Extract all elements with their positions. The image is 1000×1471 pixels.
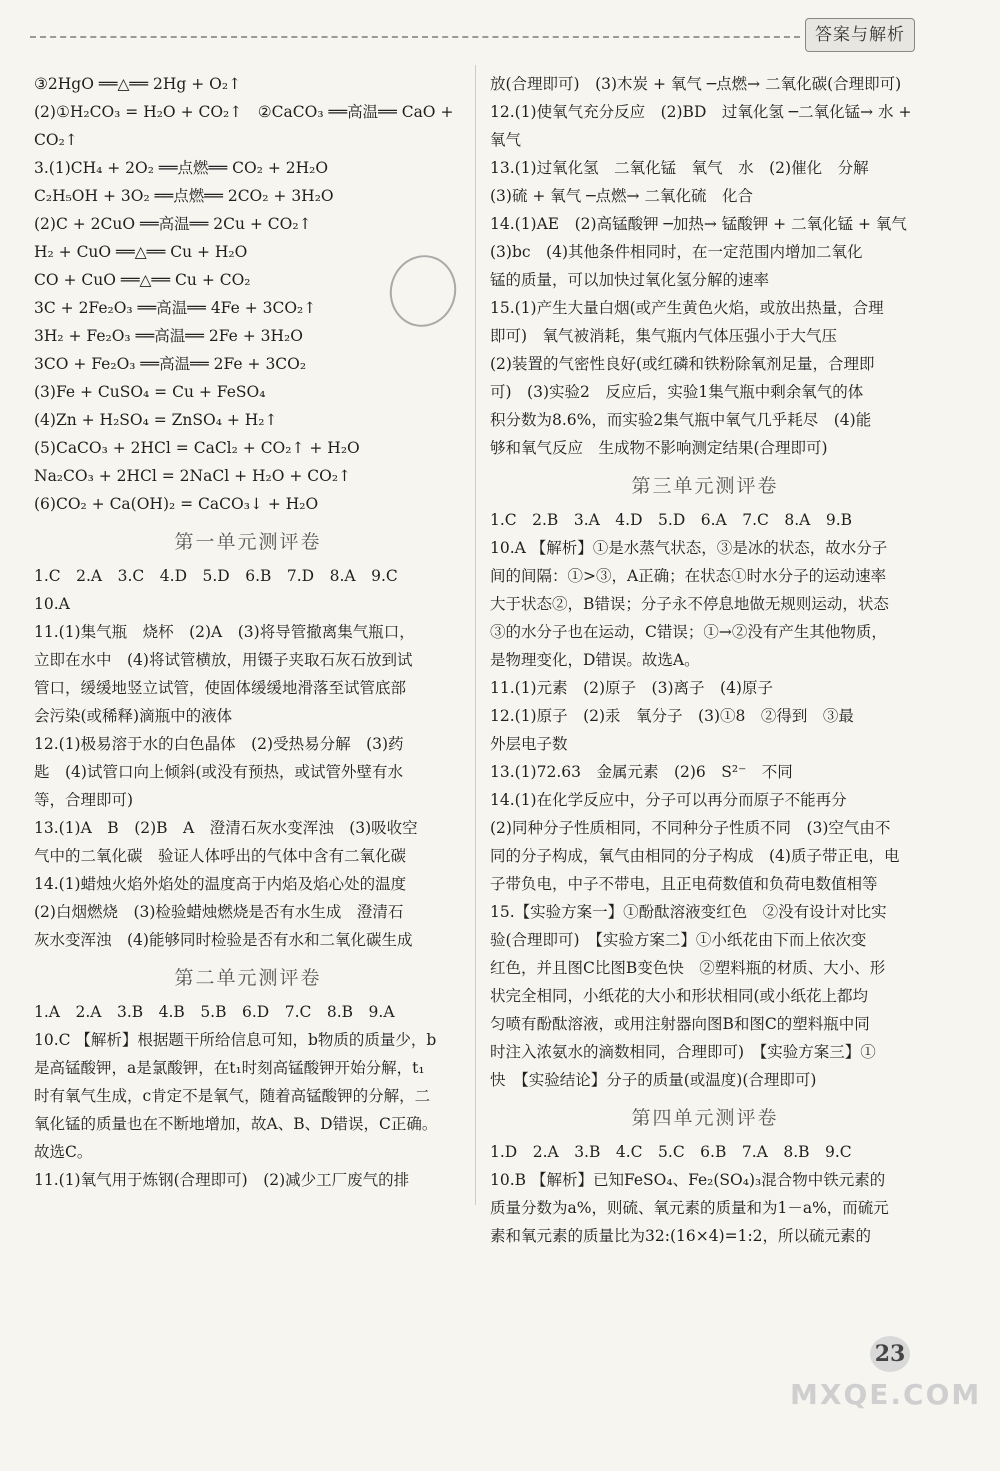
text-line: 快 【实验结论】分子的质量(或温度)(合理即可) xyxy=(490,1071,817,1089)
left-block-3 xyxy=(34,998,462,1194)
text-line: 立即在水中 (4)将试管横放，用镊子夹取石灰石放到试 xyxy=(34,651,413,669)
text-line: 3.(1)CH₄ + 2O₂ ══点燃══ CO₂ + 2H₂O xyxy=(34,159,329,177)
text-line: 即可) 氧气被消耗，集气瓶内气体压强小于大气压 xyxy=(490,327,838,345)
header-rule xyxy=(30,36,800,38)
text-line: 1.C 2.B 3.A 4.D 5.D 6.A 7.C 8.A 9.B xyxy=(490,511,853,529)
text-line: ③的水分子也在运动，C错误；①→②没有产生其他物质， xyxy=(490,623,887,641)
text-line: 14.(1)蜡烛火焰外焰处的温度高于内焰及焰心处的温度 xyxy=(34,875,407,893)
text-line: 素和氧元素的质量比为32:(16×4)=1:2，所以硫元素的 xyxy=(490,1227,872,1245)
text-line: 管口，缓缓地竖立试管，使固体缓缓地滑落至试管底部 xyxy=(34,679,407,697)
text-line: 放(合理即可) (3)木炭 + 氧气 ─点燃→ 二氧化碳(合理即可) xyxy=(490,75,902,93)
right-block-1 xyxy=(490,70,920,462)
text-line: 红色，并且图C比图B变色快 ②塑料瓶的材质、大小、形 xyxy=(490,959,886,977)
text-line: (2)同种分子性质相同，不同种分子性质不同 (3)空气由不 xyxy=(490,819,891,837)
text-line: (3)硫 + 氧气 ─点燃→ 二氧化硫 化合 xyxy=(490,187,753,205)
text-line: 1.D 2.A 3.B 4.C 5.C 6.B 7.A 8.B 9.C xyxy=(490,1143,852,1161)
text-line: (2)①H₂CO₃ = H₂O + CO₂↑ ②CaCO₃ ══高温══ CaO + CO₂↑ xyxy=(34,103,454,149)
text-line: (3)Fe + CuSO₄ = Cu + FeSO₄ xyxy=(34,383,266,401)
text-line: 子带负电，中子不带电，且正电荷数值和负荷电数值相等 xyxy=(490,875,878,893)
text-line: (5)CaCO₃ + 2HCl = CaCl₂ + CO₂↑ + H₂O xyxy=(34,439,360,457)
text-line: 是物理变化，D错误。故选A。 xyxy=(490,651,700,669)
text-line: (2)装置的气密性良好(或红磷和铁粉除氧剂足量，合理即 xyxy=(490,355,875,373)
text-line: 10.B 【解析】已知FeSO₄、Fe₂(SO₄)₃混合物中铁元素的 xyxy=(490,1171,886,1189)
text-line: 1.C 2.A 3.C 4.D 5.D 6.B 7.D 8.A 9.C xyxy=(34,567,398,585)
text-line: ③2HgO ══△══ 2Hg + O₂↑ xyxy=(34,75,242,93)
text-line: 验(合理即可) 【实验方案二】①小纸花由下而上依次变 xyxy=(490,931,867,949)
left-block-2 xyxy=(34,562,462,954)
text-line: 同的分子构成，氧气由相同的分子构成 (4)质子带正电，电 xyxy=(490,847,900,865)
text-line: 15.【实验方案一】①酚酞溶液变红色 ②没有设计对比实 xyxy=(490,903,887,921)
text-line: (2)白烟燃烧 (3)检验蜡烛燃烧是否有水生成 澄清石 xyxy=(34,903,404,921)
text-line: 11.(1)氧气用于炼钢(合理即可) (2)减少工厂废气的排 xyxy=(34,1171,410,1189)
text-line: 11.(1)元素 (2)原子 (3)离子 (4)原子 xyxy=(490,679,773,697)
left-block-1 xyxy=(34,70,462,518)
text-line: 13.(1)过氧化氢 二氧化锰 氧气 水 (2)催化 分解 xyxy=(490,159,869,177)
text-line: 锰的质量，可以加快过氧化氢分解的速率 xyxy=(490,271,770,289)
text-line: 10.C 【解析】根据题干所给信息可知，b物质的质量少，b xyxy=(34,1031,437,1049)
text-line: 氧化锰的质量也在不断地增加，故A、B、D错误，C正确。 xyxy=(34,1115,438,1133)
text-line: 时注入浓氨水的滴数相同，合理即可) 【实验方案三】① xyxy=(490,1043,876,1061)
text-line: (2)C + 2CuO ══高温══ 2Cu + CO₂↑ xyxy=(34,215,312,233)
text-line: Na₂CO₃ + 2HCl = 2NaCl + H₂O + CO₂↑ xyxy=(34,467,352,485)
unit-1-heading: 第一单元测评卷 xyxy=(174,531,322,553)
text-line: 3H₂ + Fe₂O₃ ══高温══ 2Fe + 3H₂O xyxy=(34,327,303,345)
text-line: H₂ + CuO ══△══ Cu + H₂O xyxy=(34,243,248,261)
text-line: 时有氧气生成，c肯定不是氧气，随着高锰酸钾的分解，二 xyxy=(34,1087,431,1105)
text-line: 3CO + Fe₂O₃ ══高温══ 2Fe + 3CO₂ xyxy=(34,355,307,373)
text-line: 会污染(或稀释)滴瓶中的液体 xyxy=(34,707,233,725)
left-column xyxy=(34,70,462,1194)
right-column xyxy=(490,70,920,1250)
unit-4-heading: 第四单元测评卷 xyxy=(631,1107,779,1129)
watermark-logo: MXQE.COM xyxy=(790,1378,982,1411)
text-line: 12.(1)使氧气充分反应 (2)BD 过氧化氢 ─二氧化锰→ 水 + xyxy=(490,103,912,121)
text-line: 间的间隔：①>③，A正确；在状态①时水分子的运动速率 xyxy=(490,567,887,585)
unit-3-heading: 第三单元测评卷 xyxy=(631,475,779,497)
text-line: 够和氧气反应 生成物不影响测定结果(合理即可) xyxy=(490,439,828,457)
section-tag: 答案与解析 xyxy=(805,18,915,52)
text-line: C₂H₅OH + 3O₂ ══点燃══ 2CO₂ + 3H₂O xyxy=(34,187,334,205)
unit-2-heading: 第二单元测评卷 xyxy=(174,967,322,989)
text-line: (4)Zn + H₂SO₄ = ZnSO₄ + H₂↑ xyxy=(34,411,278,429)
text-line: 状完全相同，小纸花的大小和形状相同(或小纸花上都均 xyxy=(490,987,869,1005)
text-line: 质量分数为a%，则硫、氧元素的质量和为1－a%，而硫元 xyxy=(490,1199,889,1217)
text-line: 是高锰酸钾，a是氯酸钾，在t₁时刻高锰酸钾开始分解，t₁ xyxy=(34,1059,425,1077)
text-line: 15.(1)产生大量白烟(或产生黄色火焰，或放出热量，合理 xyxy=(490,299,884,317)
text-line: 12.(1)原子 (2)汞 氧分子 (3)①8 ②得到 ③最 xyxy=(490,707,854,725)
text-line: 气中的二氧化碳 验证人体呼出的气体中含有二氧化碳 xyxy=(34,847,407,865)
right-block-2 xyxy=(490,506,920,1094)
text-line: 13.(1)72.63 金属元素 (2)6 S²⁻ 不同 xyxy=(490,763,793,781)
text-line: 10.A 【解析】①是水蒸气状态，③是冰的状态，故水分子 xyxy=(490,539,888,557)
page-number: 23 xyxy=(870,1336,910,1372)
column-divider xyxy=(475,65,476,1205)
text-line: 氧气 xyxy=(490,131,522,149)
text-line: 大于状态②，B错误；分子永不停息地做无规则运动，状态 xyxy=(490,595,889,613)
text-line: 灰水变浑浊 (4)能够同时检验是否有水和二氧化碳生成 xyxy=(34,931,413,949)
text-line: 外层电子数 xyxy=(490,735,568,753)
text-line: 等，合理即可) xyxy=(34,791,134,809)
text-line: (6)CO₂ + Ca(OH)₂ = CaCO₃↓ + H₂O xyxy=(34,495,319,513)
text-line: 故选C。 xyxy=(34,1143,93,1161)
text-line: 14.(1)AE (2)高锰酸钾 ─加热→ 锰酸钾 + 二氧化锰 + 氧气 xyxy=(490,215,907,233)
text-line: 10.A xyxy=(34,595,70,613)
text-line: 11.(1)集气瓶 烧杯 (2)A (3)将导管撤离集气瓶口， xyxy=(34,623,415,641)
text-line: 积分数为8.6%，而实验2集气瓶中氧气几乎耗尽 (4)能 xyxy=(490,411,872,429)
text-line: 12.(1)极易溶于水的白色晶体 (2)受热易分解 (3)药 xyxy=(34,735,404,753)
text-line: 1.A 2.A 3.B 4.B 5.B 6.D 7.C 8.B 9.A xyxy=(34,1003,395,1021)
text-line: 匙 (4)试管口向上倾斜(或没有预热，或试管外壁有水 xyxy=(34,763,404,781)
text-line: 14.(1)在化学反应中，分子可以再分而原子不能再分 xyxy=(490,791,847,809)
text-line: 3C + 2Fe₂O₃ ══高温══ 4Fe + 3CO₂↑ xyxy=(34,299,317,317)
text-line: 13.(1)A B (2)B A 澄清石灰水变浑浊 (3)吸收空 xyxy=(34,819,418,837)
text-line: 匀喷有酚酞溶液，或用注射器向图B和图C的塑料瓶中同 xyxy=(490,1015,870,1033)
text-line: 可) (3)实验2 反应后，实验1集气瓶中剩余氧气的体 xyxy=(490,383,864,401)
text-line: (3)bc (4)其他条件相同时，在一定范围内增加二氧化 xyxy=(490,243,863,261)
right-block-3 xyxy=(490,1138,920,1250)
text-line: CO + CuO ══△══ Cu + CO₂ xyxy=(34,271,251,289)
